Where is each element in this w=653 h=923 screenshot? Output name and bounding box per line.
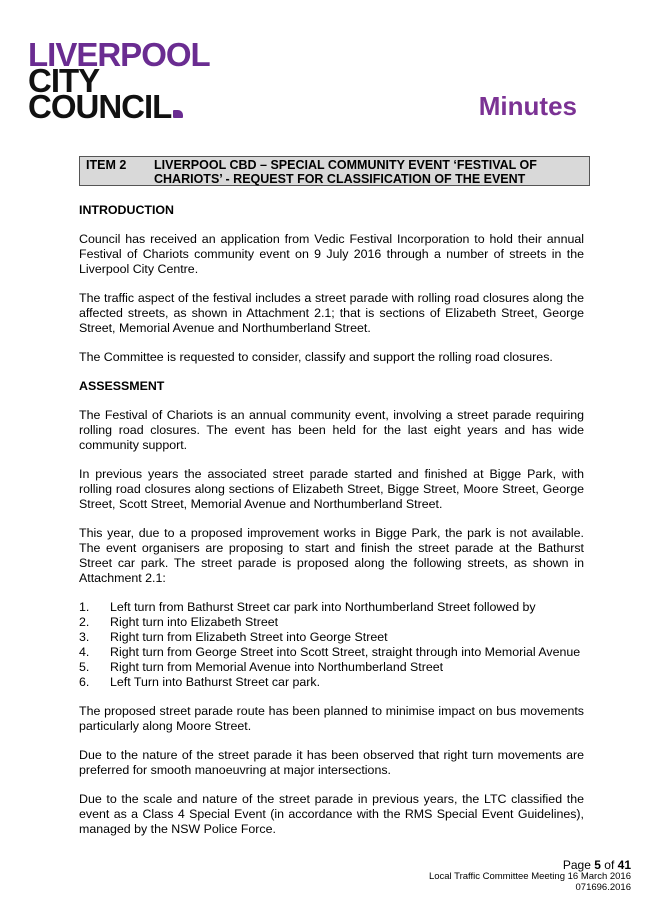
council-logo (28, 36, 210, 125)
logo-line-city: CITY (28, 62, 100, 99)
document-body (79, 203, 584, 851)
page-total: 41 (617, 858, 631, 872)
list-item-number: 6. (79, 675, 90, 689)
page-word: Page (562, 858, 591, 872)
logo-mark-icon (173, 110, 183, 118)
list-item-text: Right turn from Elizabeth Street into George Street (110, 630, 388, 644)
logo-line-council-text: COUNCIL (28, 88, 172, 125)
list-item-number: 2. (79, 615, 90, 629)
list-item-text: Left Turn into Bathurst Street car park. (110, 675, 321, 689)
list-item (79, 630, 584, 645)
assessment-paragraph-2: In previous years the associated street parade started and finished at Bigge Park, with rolling road closures along sections of Elizabeth Street, Bigge Street, Moore Street, George Street, Scott Street, Memorial Avenue and Northumberland Street. (79, 467, 584, 511)
document-type-title: Minutes (478, 91, 577, 121)
intro-paragraph-3: The Committee is requested to consider, classify and support the rolling road closures. (79, 350, 553, 364)
assessment-paragraph-5: Due to the nature of the street parade it has been observed that right turn movements are preferred for smooth manoeuvring at major intersections. (79, 748, 584, 777)
assessment-paragraph-3: This year, due to a proposed improvement works in Bigge Park, the park is not available. The event organisers are proposing to start and finish the street parade at the Bathurst Street car park. The street parade is proposed along the following streets, as shown in Attachment 2.1: (79, 526, 584, 585)
list-item-text: Right turn from George Street into Scott Street, straight through into Memorial Avenue (110, 645, 581, 659)
page-footer (429, 859, 631, 893)
assessment-heading: ASSESSMENT (79, 379, 165, 393)
list-item-number: 5. (79, 660, 90, 674)
list-item-text: Right turn from Memorial Avenue into Northumberland Street (110, 660, 444, 674)
document-reference: 071696.2016 (575, 882, 631, 893)
introduction-heading: INTRODUCTION (79, 203, 174, 217)
item-number: ITEM 2 (86, 158, 127, 172)
list-item (79, 675, 584, 690)
list-item-number: 1. (79, 600, 90, 614)
list-item (79, 660, 584, 675)
logo-line-council (28, 88, 210, 125)
list-item (79, 645, 584, 660)
item-header-box (79, 156, 590, 186)
page-of-word: of (604, 858, 615, 872)
page-current: 5 (594, 858, 601, 872)
list-item-text: Left turn from Bathurst Street car park into Northumberland Street followed by (110, 600, 536, 614)
item-title: LIVERPOOL CBD – SPECIAL COMMUNITY EVENT ‘FESTIVAL OF CHARIOTS’ - REQUEST FOR CLASSIFICATION OF THE EVENT (154, 158, 537, 186)
assessment-paragraph-1: The Festival of Chariots is an annual community event, involving a street parade requiring rolling road closures. The event has been held for the last eight years and has wide community support. (79, 408, 584, 452)
list-item-number: 3. (79, 630, 90, 644)
page-number (429, 859, 631, 871)
meeting-name: Local Traffic Committee Meeting 16 March 2016 (428, 871, 631, 882)
intro-paragraph-1: Council has received an application from Vedic Festival Incorporation to hold their annual Festival of Chariots community event on 9 July 2016 through a number of streets in the Liverpool City Centre. (79, 232, 584, 276)
list-item-text: Right turn into Elizabeth Street (110, 615, 279, 629)
assessment-paragraph-6: Due to the scale and nature of the street parade in previous years, the LTC classified the event as a Class 4 Special Event (in accordance with the RMS Special Event Guidelines), managed by the NSW Police Force. (79, 792, 584, 836)
list-item-number: 4. (79, 645, 90, 659)
parade-route-list (79, 600, 584, 690)
assessment-paragraph-4: The proposed street parade route has been planned to minimise impact on bus movements particularly along Moore Street. (79, 704, 584, 733)
logo-line-liverpool: LIVERPOOL (28, 36, 210, 73)
list-item (79, 615, 584, 630)
intro-paragraph-2: The traffic aspect of the festival includes a street parade with rolling road closures along the affected streets, as shown in Attachment 2.1; that is sections of Elizabeth Street, George Street, Memorial Avenue and Northumberland Street. (79, 291, 584, 335)
list-item (79, 600, 584, 615)
